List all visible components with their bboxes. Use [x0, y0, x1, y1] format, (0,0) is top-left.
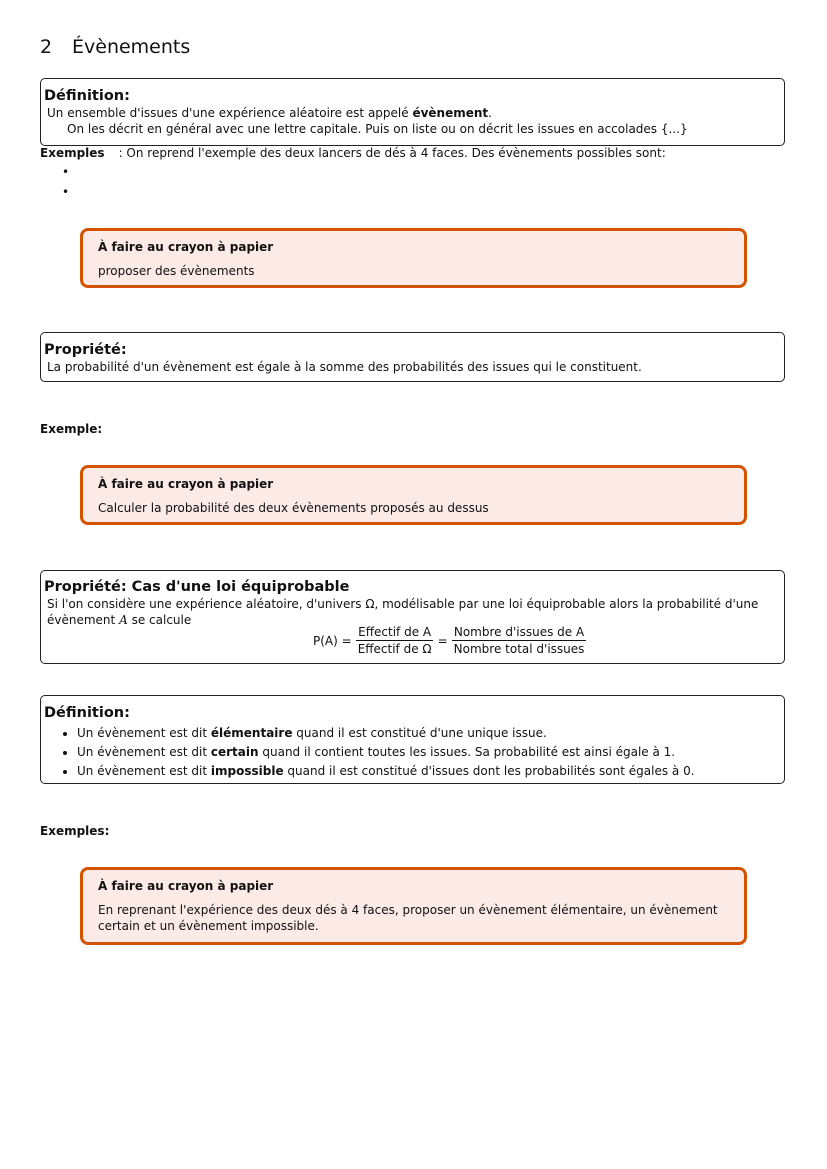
- item-text: quand il est constitué d'une unique issue.: [292, 726, 547, 740]
- item-term: certain: [210, 745, 259, 759]
- formula-equals: =: [437, 633, 448, 648]
- example-label: Exemple:: [40, 422, 103, 436]
- empty-bullet-2: •: [62, 185, 70, 199]
- list-item: [77, 743, 784, 762]
- pencil-task-body: En reprenant l'expérience des deux dés à 4 faces, proposer un évènement élémentaire, un évènement certain et un évènement impossible.: [98, 903, 718, 933]
- item-text: Un évènement est dit: [77, 745, 211, 759]
- item-text: quand il est constitué d'issues dont les probabilités sont égales à 0.: [283, 764, 695, 778]
- variable-a: A: [119, 613, 128, 627]
- item-term: impossible: [210, 764, 284, 778]
- section-number: 2: [40, 36, 53, 58]
- empty-bullet-1: •: [62, 165, 70, 179]
- item-term: élémentaire: [210, 726, 293, 740]
- property-title: Propriété: Cas d'une loi équiprobable: [44, 579, 350, 595]
- list-item: [77, 762, 784, 781]
- property-box-sum: [40, 332, 785, 382]
- pencil-task-body: Calculer la probabilité des deux évènements proposés au dessus: [98, 501, 489, 515]
- fraction-effectif: [356, 625, 434, 656]
- property-body: [47, 596, 778, 628]
- fraction-numerator: Nombre d'issues de A: [453, 625, 585, 639]
- fraction-nombre: [452, 625, 587, 656]
- definition-line-2: On les décrit en général avec une lettre capitale. Puis on liste ou on décrit les issues en accolades {...}: [67, 122, 688, 136]
- probability-formula: [313, 625, 590, 656]
- definition-text: Un ensemble d'issues d'une expérience aléatoire est appelé: [47, 106, 413, 120]
- pencil-task-title: À faire au crayon à papier: [98, 879, 274, 893]
- definition-body: [47, 105, 778, 137]
- list-item: [77, 724, 784, 743]
- item-text: quand il contient toutes les issues. Sa probabilité est ainsi égale à 1.: [258, 745, 676, 759]
- property-body: La probabilité d'un évènement est égale à la somme des probabilités des issues qui le constituent.: [47, 360, 642, 374]
- pencil-task-title: À faire au crayon à papier: [98, 240, 274, 254]
- item-text: Un évènement est dit: [77, 726, 211, 740]
- property-text-end: se calcule: [131, 613, 192, 627]
- definition-title: Définition:: [44, 88, 130, 104]
- property-box-equiprobable: [40, 570, 785, 664]
- fraction-denominator: Effectif de Ω: [357, 642, 432, 656]
- definition-box-event: [40, 78, 785, 146]
- property-text: Si l'on considère une expérience aléatoire, d'univers Ω, modélisable par une loi équiprobable alors la probabilité d'une évènement: [47, 597, 759, 627]
- definition-line-1: [47, 105, 778, 121]
- section-title: Évènements: [72, 36, 191, 58]
- pencil-task-body: proposer des évènements: [98, 264, 255, 278]
- pencil-task-box-1: [80, 228, 747, 288]
- definition-term: évènement: [412, 106, 489, 120]
- property-title: Propriété:: [44, 342, 127, 358]
- fraction-denominator: Nombre total d'issues: [453, 642, 585, 656]
- pencil-task-box-2: [80, 465, 747, 525]
- section-heading: [40, 36, 190, 58]
- examples-text: : On reprend l'exemple des deux lancers de dés à 4 faces. Des évènements possibles sont:: [118, 146, 666, 160]
- definition-list: [41, 724, 784, 781]
- definition-title: Définition:: [44, 705, 130, 721]
- item-text: Un évènement est dit: [77, 764, 211, 778]
- definition-box-types: [40, 695, 785, 784]
- formula-lhs: P(A) =: [313, 633, 352, 648]
- pencil-task-title: À faire au crayon à papier: [98, 477, 274, 491]
- examples-line: [40, 146, 666, 160]
- examples-label: Exemples: [40, 146, 105, 160]
- definition-punct: .: [488, 106, 492, 120]
- fraction-numerator: Effectif de A: [358, 625, 432, 639]
- examples-label: Exemples:: [40, 824, 110, 838]
- pencil-task-box-3: [80, 867, 747, 945]
